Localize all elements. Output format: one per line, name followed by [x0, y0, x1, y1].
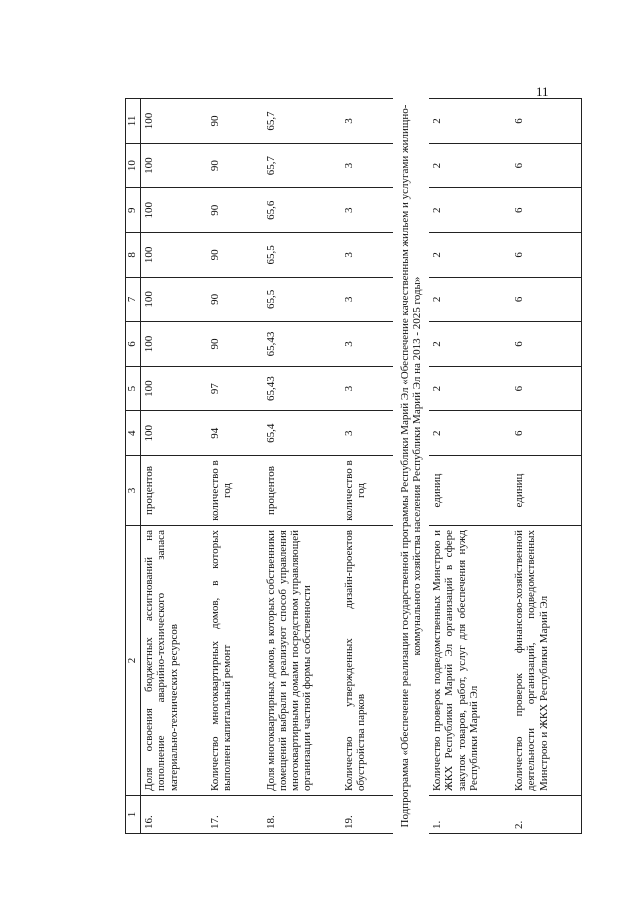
indicators-table [125, 98, 582, 834]
row-number: 16. [141, 796, 207, 834]
indicator-value: 90 [207, 188, 263, 233]
indicator-value: 65,6 [263, 188, 341, 233]
indicator-value: 6 [511, 411, 581, 456]
header-row [126, 99, 141, 834]
table-row [511, 99, 581, 834]
indicator-value: 65,7 [263, 143, 341, 188]
indicator-value: 6 [511, 143, 581, 188]
unit-of-measure: процентов [141, 456, 207, 526]
column-header: 11 [126, 99, 141, 144]
indicator-value: 3 [341, 411, 393, 456]
unit-of-measure: единиц [511, 456, 581, 526]
indicator-value: 100 [141, 277, 207, 322]
indicator-value: 100 [141, 188, 207, 233]
table-row [141, 99, 207, 834]
page-number: 11 [536, 84, 549, 99]
table-row [207, 99, 263, 834]
indicator-value: 3 [341, 322, 393, 367]
indicator-value: 90 [207, 99, 263, 144]
indicator-value: 100 [141, 99, 207, 144]
indicator-value: 2 [429, 99, 511, 144]
subprogram-row [393, 99, 430, 834]
indicator-name: Доля многоквартирных домов, в которых собственники помещений выбрали и реализуют способ управления многоквартирными домами посредством управляющей организации частной формы собственности [263, 526, 341, 796]
subprogram-title: Подпрограмма «Обеспечение реализации государственной программы Республики Марий Эл «Обеспечение качественным жильем и услугами жилищно-коммунального хозяйства населения Республики Марий Эл на 2013 - 2025 годы» [398, 104, 423, 828]
indicator-name: Количество утвержденных дизайн-проектов обустройства парков [341, 526, 393, 796]
indicator-value: 65,4 [263, 411, 341, 456]
indicator-value: 65,5 [263, 233, 341, 278]
unit-of-measure: единиц [429, 456, 511, 526]
indicator-value: 2 [429, 322, 511, 367]
row-number: 1. [429, 796, 511, 834]
indicator-name: Количество проверок финансово-хозяйственной деятельности организаций, подведомственных Минстрою и ЖКХ Республики Марий Эл [511, 526, 581, 796]
indicator-value: 65,43 [263, 322, 341, 367]
column-header: 1 [126, 796, 141, 834]
row-number: 2. [511, 796, 581, 834]
column-header: 9 [126, 188, 141, 233]
indicator-value: 6 [511, 188, 581, 233]
column-header: 7 [126, 277, 141, 322]
indicator-value: 6 [511, 366, 581, 411]
indicator-name: Доля освоения бюджетных ассигнований на пополнение аварийно-технического запаса материально-технических ресурсов [141, 526, 207, 796]
indicator-value: 2 [429, 188, 511, 233]
indicator-value: 6 [511, 322, 581, 367]
indicator-value: 3 [341, 99, 393, 144]
indicator-value: 90 [207, 277, 263, 322]
column-header: 5 [126, 366, 141, 411]
table-row [341, 99, 393, 834]
indicator-value: 90 [207, 322, 263, 367]
indicator-value: 2 [429, 143, 511, 188]
indicator-value: 94 [207, 411, 263, 456]
table-body [126, 99, 582, 834]
column-header: 10 [126, 143, 141, 188]
indicator-value: 3 [341, 143, 393, 188]
indicator-value: 3 [341, 233, 393, 278]
unit-of-measure: процентов [263, 456, 341, 526]
column-header: 4 [126, 411, 141, 456]
indicator-value: 2 [429, 277, 511, 322]
indicator-value: 3 [341, 277, 393, 322]
indicator-value: 6 [511, 233, 581, 278]
indicator-name: Количество проверок подведомственных Минстрою и ЖКХ Республики Марий Эл организаций в сфере закупок товаров, работ, услуг для обеспечения нужд Республики Марий Эл [429, 526, 511, 796]
indicator-value: 100 [141, 233, 207, 278]
column-header: 6 [126, 322, 141, 367]
table-row [263, 99, 341, 834]
column-header: 2 [126, 526, 141, 796]
indicator-value: 65,5 [263, 277, 341, 322]
row-number: 17. [207, 796, 263, 834]
unit-of-measure: количество в год [207, 456, 263, 526]
indicator-value: 6 [511, 277, 581, 322]
column-header: 3 [126, 456, 141, 526]
indicator-value: 65,7 [263, 99, 341, 144]
indicator-value: 3 [341, 188, 393, 233]
indicator-value: 90 [207, 143, 263, 188]
indicator-value: 100 [141, 366, 207, 411]
indicator-value: 2 [429, 366, 511, 411]
unit-of-measure: количество в год [341, 456, 393, 526]
indicator-value: 100 [141, 322, 207, 367]
table-row [429, 99, 511, 834]
indicator-value: 97 [207, 366, 263, 411]
indicator-value: 2 [429, 233, 511, 278]
indicator-value: 6 [511, 99, 581, 144]
rotated-table-wrapper [125, 99, 625, 834]
indicator-name: Количество многоквартирных домов, в которых выполнен капитальный ремонт [207, 526, 263, 796]
indicator-value: 65,43 [263, 366, 341, 411]
column-header: 8 [126, 233, 141, 278]
row-number: 18. [263, 796, 341, 834]
row-number: 19. [341, 796, 393, 834]
indicator-value: 100 [141, 411, 207, 456]
indicator-value: 2 [429, 411, 511, 456]
indicator-value: 100 [141, 143, 207, 188]
indicator-value: 90 [207, 233, 263, 278]
indicator-value: 3 [341, 366, 393, 411]
